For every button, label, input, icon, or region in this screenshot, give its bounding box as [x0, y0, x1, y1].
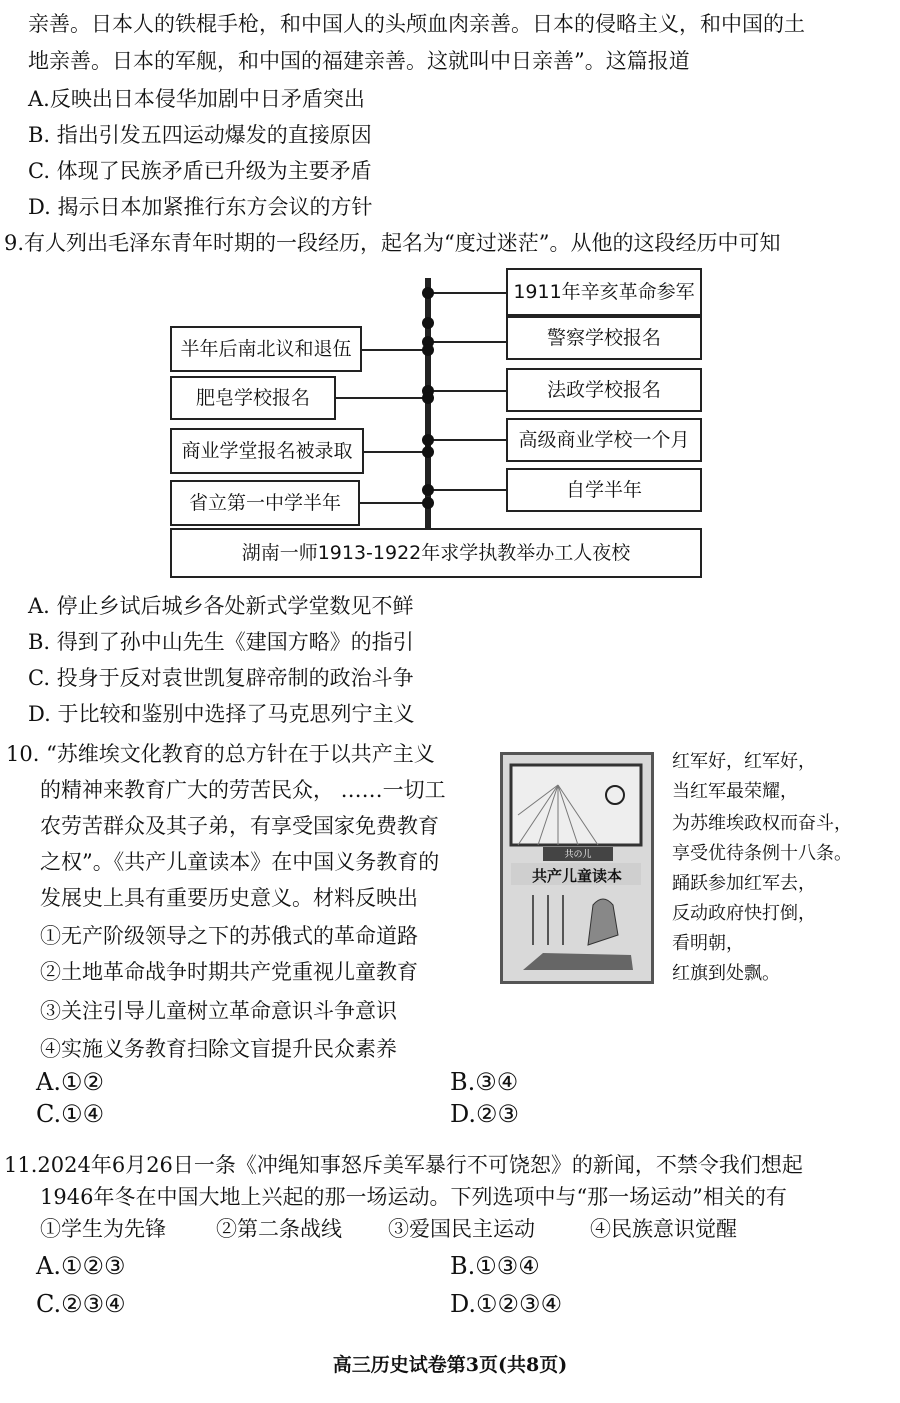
q10-choice-b: B.③④	[450, 1068, 519, 1096]
poem-line-3: 为苏维埃政权而奋斗，	[672, 813, 852, 834]
poster-header-text: 共の儿	[564, 850, 592, 860]
q11-choice-c: C.②③④	[36, 1290, 126, 1318]
poster-title: 共产儿童读本	[531, 867, 622, 885]
q10-stem-line-5: 发展史上具有重要历史意义。材料反映出	[40, 886, 418, 910]
timeline-box-right-5: 自学半年	[506, 468, 702, 512]
poem-line-4: 享受优待条例十八条。	[672, 843, 852, 864]
q8-option-c: C. 体现了民族矛盾已升级为主要矛盾	[28, 159, 372, 183]
q11-item-3: ③爱国民主运动	[388, 1217, 535, 1241]
children-reader-poster	[500, 752, 654, 984]
timeline-box-left-3: 商业学堂报名被录取	[170, 428, 364, 474]
q10-stem-line-4: 之权”。《共产儿童读本》在中国义务教育的	[40, 850, 440, 874]
q10-choice-a: A.①②	[36, 1068, 104, 1096]
poem-line-6: 反动政府快打倒，	[672, 903, 816, 924]
q8-option-b: B. 指出引发五四运动爆发的直接原因	[28, 123, 372, 147]
q9-option-c: C. 投身于反对袁世凯复辟帝制的政治斗争	[28, 666, 414, 690]
q11-choice-b: B.①③④	[450, 1252, 540, 1280]
q10-item-2: ②土地革命战争时期共产党重视儿童教育	[40, 960, 418, 984]
page-footer: 高三历史试卷第3页(共8页)	[332, 1354, 568, 1376]
poem-line-1: 红军好，红军好，	[672, 751, 816, 772]
poem-line-2: 当红军最荣耀，	[672, 781, 798, 802]
q8-option-a: A.反映出日本侵华加剧中日矛盾突出	[28, 87, 365, 111]
timeline-box-left-4: 省立第一中学半年	[170, 480, 360, 526]
intro-line-1: 亲善。日本人的铁棍手枪，和中国人的头颅血肉亲善。日本的侵略主义，和中国的土	[28, 12, 805, 36]
q10-stem-line-3: 农劳苦群众及其子弟，有享受国家免费教育	[40, 814, 439, 838]
q11-item-2: ②第二条战线	[216, 1217, 342, 1241]
q10-item-4: ④实施义务教育扫除文盲提升民众素养	[40, 1037, 397, 1061]
q10-choice-c: C.①④	[36, 1100, 105, 1128]
q10-item-1: ①无产阶级领导之下的苏俄式的革命道路	[40, 924, 418, 948]
q9-option-a: A. 停止乡试后城乡各处新式学堂数见不鲜	[28, 594, 414, 618]
q9-option-d: D. 于比较和鉴别中选择了马克思列宁主义	[28, 702, 415, 726]
timeline-box-bottom: 湖南一师1913-1922年求学执教举办工人夜校	[170, 528, 702, 578]
q9-option-b: B. 得到了孙中山先生《建国方略》的指引	[28, 630, 414, 654]
intro-line-2: 地亲善。日本的军舰，和中国的福建亲善。这就叫中日亲善”。这篇报道	[28, 49, 690, 73]
timeline-box-right-1: 1911年辛亥革命参军	[506, 268, 702, 316]
q11-item-1: ①学生为先锋	[40, 1217, 166, 1241]
timeline-box-right-3: 法政学校报名	[506, 368, 702, 412]
timeline-box-right-2: 警察学校报名	[506, 316, 702, 360]
q11-stem-line-2: 1946年冬在中国大地上兴起的那一场运动。下列选项中与“那一场运动”相关的有	[40, 1185, 787, 1209]
q11-choice-a: A.①②③	[36, 1252, 126, 1280]
q10-stem-line-1: 10. “苏维埃文化教育的总方针在于以共产主义	[6, 742, 435, 766]
timeline-axis	[0, 0, 900, 600]
timeline-box-left-2: 肥皂学校报名	[170, 376, 336, 420]
q10-stem-line-2: 的精神来教育广大的劳苦民众， ……一切工	[40, 778, 446, 802]
q11-choice-d: D.①②③④	[450, 1290, 563, 1318]
q10-item-3: ③关注引导儿童树立革命意识斗争意识	[40, 999, 397, 1023]
timeline-box-left-1: 半年后南北议和退伍	[170, 326, 362, 372]
q10-choice-d: D.②③	[450, 1100, 520, 1128]
timeline-box-right-4: 高级商业学校一个月	[506, 418, 702, 462]
poem-line-7: 看明朝，	[672, 933, 744, 954]
q9-stem: 9.有人列出毛泽东青年时期的一段经历，起名为“度过迷茫”。从他的这段经历中可知	[4, 231, 781, 255]
q8-option-d: D. 揭示日本加紧推行东方会议的方针	[28, 195, 373, 219]
q11-stem-line-1: 11.2024年6月26日一条《冲绳知事怒斥美军暴行不可饶恕》的新闻，不禁令我们想起	[4, 1153, 803, 1177]
poem-line-5: 踊跃参加红军去，	[672, 873, 816, 894]
poem-line-8: 红旗到处飘。	[672, 963, 780, 984]
q11-item-4: ④民族意识觉醒	[590, 1217, 737, 1241]
